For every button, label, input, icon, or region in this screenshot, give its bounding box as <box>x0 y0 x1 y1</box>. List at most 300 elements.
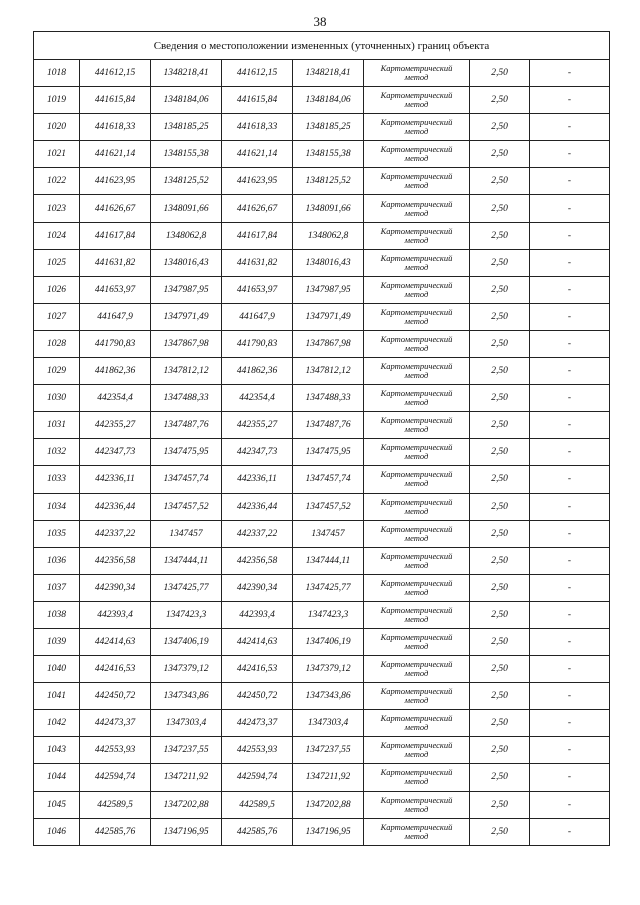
method-line1: Картометрический <box>380 496 453 507</box>
x-coordinate-new-cell: 442336,44 <box>222 493 293 520</box>
method-cell <box>364 466 470 493</box>
y-coordinate-existing-cell: 1348091,66 <box>151 195 222 222</box>
x-coordinate-existing-cell: 442356,58 <box>80 547 151 574</box>
method-line2: метод <box>404 668 429 679</box>
method-line2: метод <box>404 803 429 814</box>
description-cell: - <box>530 520 610 547</box>
x-coordinate-new-cell: 442473,37 <box>222 710 293 737</box>
accuracy-cell: 2,50 <box>470 683 530 710</box>
method-cell <box>364 710 470 737</box>
x-coordinate-existing-cell: 442585,76 <box>80 818 151 845</box>
x-coordinate-new-cell: 441862,36 <box>222 358 293 385</box>
method-cell <box>364 439 470 466</box>
method-cell <box>364 412 470 439</box>
point-number-cell: 1042 <box>34 710 80 737</box>
table-row <box>34 818 610 845</box>
description-cell: - <box>530 141 610 168</box>
y-coordinate-new-cell: 1348185,25 <box>293 114 364 141</box>
table-row <box>34 358 610 385</box>
x-coordinate-existing-cell: 442594,74 <box>80 764 151 791</box>
method-line2: метод <box>404 207 429 218</box>
y-coordinate-existing-cell: 1347444,11 <box>151 547 222 574</box>
y-coordinate-new-cell: 1348091,66 <box>293 195 364 222</box>
method-cell <box>364 141 470 168</box>
table-row <box>34 466 610 493</box>
boundary-coordinates-table <box>33 31 610 846</box>
method-line2: метод <box>404 315 429 326</box>
description-cell: - <box>530 412 610 439</box>
point-number-cell: 1027 <box>34 303 80 330</box>
x-coordinate-existing-cell: 442347,73 <box>80 439 151 466</box>
method-line1: Картометрический <box>380 415 453 426</box>
x-coordinate-existing-cell: 442473,37 <box>80 710 151 737</box>
description-cell: - <box>530 493 610 520</box>
x-coordinate-new-cell: 441617,84 <box>222 222 293 249</box>
method-line1: Картометрический <box>380 577 453 588</box>
table-row <box>34 628 610 655</box>
method-cell <box>364 330 470 357</box>
description-cell: - <box>530 114 610 141</box>
x-coordinate-existing-cell: 442414,63 <box>80 628 151 655</box>
x-coordinate-existing-cell: 442354,4 <box>80 385 151 412</box>
description-cell: - <box>530 60 610 87</box>
method-line2: метод <box>404 99 429 110</box>
description-cell: - <box>530 628 610 655</box>
table-row <box>34 656 610 683</box>
x-coordinate-existing-cell: 441653,97 <box>80 276 151 303</box>
y-coordinate-existing-cell: 1347425,77 <box>151 574 222 601</box>
accuracy-cell: 2,50 <box>470 195 530 222</box>
table-row <box>34 439 610 466</box>
y-coordinate-existing-cell: 1348184,06 <box>151 87 222 114</box>
accuracy-cell: 2,50 <box>470 385 530 412</box>
method-line2: метод <box>404 342 429 353</box>
y-coordinate-new-cell: 1347202,88 <box>293 791 364 818</box>
table-row <box>34 87 610 114</box>
point-number-cell: 1040 <box>34 656 80 683</box>
accuracy-cell: 2,50 <box>470 737 530 764</box>
x-coordinate-new-cell: 442414,63 <box>222 628 293 655</box>
method-line2: метод <box>404 72 429 83</box>
method-line2: метод <box>404 261 429 272</box>
x-coordinate-new-cell: 441631,82 <box>222 249 293 276</box>
y-coordinate-new-cell: 1347475,95 <box>293 439 364 466</box>
y-coordinate-new-cell: 1347488,33 <box>293 385 364 412</box>
y-coordinate-new-cell: 1347406,19 <box>293 628 364 655</box>
method-line1: Картометрический <box>380 90 453 101</box>
point-number-cell: 1030 <box>34 385 80 412</box>
method-line2: метод <box>404 180 429 191</box>
y-coordinate-existing-cell: 1347423,3 <box>151 601 222 628</box>
method-cell <box>364 574 470 601</box>
method-line1: Картометрический <box>380 388 453 399</box>
description-cell: - <box>530 791 610 818</box>
y-coordinate-existing-cell: 1347971,49 <box>151 303 222 330</box>
table-row <box>34 412 610 439</box>
accuracy-cell: 2,50 <box>470 412 530 439</box>
method-line2: метод <box>404 424 429 435</box>
point-number-cell: 1022 <box>34 168 80 195</box>
x-coordinate-existing-cell: 441623,95 <box>80 168 151 195</box>
accuracy-cell: 2,50 <box>470 330 530 357</box>
x-coordinate-new-cell: 441623,95 <box>222 168 293 195</box>
accuracy-cell: 2,50 <box>470 249 530 276</box>
description-cell: - <box>530 303 610 330</box>
method-line1: Картометрический <box>380 767 453 778</box>
point-number-cell: 1044 <box>34 764 80 791</box>
x-coordinate-new-cell: 442336,11 <box>222 466 293 493</box>
method-line2: метод <box>404 695 429 706</box>
y-coordinate-existing-cell: 1347303,4 <box>151 710 222 737</box>
x-coordinate-new-cell: 441612,15 <box>222 60 293 87</box>
method-line2: метод <box>404 153 429 164</box>
point-number-cell: 1024 <box>34 222 80 249</box>
accuracy-cell: 2,50 <box>470 222 530 249</box>
accuracy-cell: 2,50 <box>470 276 530 303</box>
method-line1: Картометрический <box>380 279 453 290</box>
point-number-cell: 1046 <box>34 818 80 845</box>
x-coordinate-existing-cell: 442336,44 <box>80 493 151 520</box>
x-coordinate-existing-cell: 441626,67 <box>80 195 151 222</box>
point-number-cell: 1035 <box>34 520 80 547</box>
accuracy-cell: 2,50 <box>470 520 530 547</box>
x-coordinate-existing-cell: 441621,14 <box>80 141 151 168</box>
y-coordinate-new-cell: 1348155,38 <box>293 141 364 168</box>
x-coordinate-existing-cell: 441631,82 <box>80 249 151 276</box>
accuracy-cell: 2,50 <box>470 601 530 628</box>
point-number-cell: 1031 <box>34 412 80 439</box>
method-line1: Картометрический <box>380 306 453 317</box>
method-line2: метод <box>404 478 429 489</box>
y-coordinate-existing-cell: 1347211,92 <box>151 764 222 791</box>
y-coordinate-new-cell: 1347343,86 <box>293 683 364 710</box>
method-line2: метод <box>404 830 429 841</box>
x-coordinate-new-cell: 441626,67 <box>222 195 293 222</box>
method-cell <box>364 520 470 547</box>
method-line2: метод <box>404 234 429 245</box>
method-cell <box>364 87 470 114</box>
x-coordinate-new-cell: 441653,97 <box>222 276 293 303</box>
point-number-cell: 1021 <box>34 141 80 168</box>
table-row <box>34 330 610 357</box>
point-number-cell: 1028 <box>34 330 80 357</box>
method-line2: метод <box>404 451 429 462</box>
y-coordinate-existing-cell: 1348016,43 <box>151 249 222 276</box>
y-coordinate-existing-cell: 1348062,8 <box>151 222 222 249</box>
method-cell <box>364 276 470 303</box>
method-cell <box>364 493 470 520</box>
table-row <box>34 249 610 276</box>
point-number-cell: 1045 <box>34 791 80 818</box>
x-coordinate-existing-cell: 442589,5 <box>80 791 151 818</box>
y-coordinate-existing-cell: 1347343,86 <box>151 683 222 710</box>
method-line2: метод <box>404 532 429 543</box>
point-number-cell: 1023 <box>34 195 80 222</box>
method-line1: Картометрический <box>380 144 453 155</box>
y-coordinate-new-cell: 1347379,12 <box>293 656 364 683</box>
description-cell: - <box>530 195 610 222</box>
point-number-cell: 1033 <box>34 466 80 493</box>
y-coordinate-new-cell: 1347867,98 <box>293 330 364 357</box>
method-line1: Картометрический <box>380 659 453 670</box>
method-line2: метод <box>404 641 429 652</box>
page-number: 38 <box>313 14 327 29</box>
y-coordinate-existing-cell: 1348185,25 <box>151 114 222 141</box>
accuracy-cell: 2,50 <box>470 303 530 330</box>
accuracy-cell: 2,50 <box>470 358 530 385</box>
x-coordinate-new-cell: 441621,14 <box>222 141 293 168</box>
x-coordinate-new-cell: 442416,53 <box>222 656 293 683</box>
method-line2: метод <box>404 288 429 299</box>
description-cell: - <box>530 466 610 493</box>
method-line2: метод <box>404 613 429 624</box>
description-cell: - <box>530 249 610 276</box>
accuracy-cell: 2,50 <box>470 114 530 141</box>
table-row <box>34 574 610 601</box>
x-coordinate-new-cell: 442393,4 <box>222 601 293 628</box>
table-row <box>34 683 610 710</box>
y-coordinate-existing-cell: 1348155,38 <box>151 141 222 168</box>
method-line1: Картометрический <box>380 523 453 534</box>
accuracy-cell: 2,50 <box>470 87 530 114</box>
y-coordinate-existing-cell: 1347457,74 <box>151 466 222 493</box>
method-cell <box>364 547 470 574</box>
accuracy-cell: 2,50 <box>470 60 530 87</box>
method-cell <box>364 791 470 818</box>
y-coordinate-existing-cell: 1347867,98 <box>151 330 222 357</box>
y-coordinate-existing-cell: 1347812,12 <box>151 358 222 385</box>
method-line1: Картометрический <box>380 604 453 615</box>
description-cell: - <box>530 683 610 710</box>
table-row <box>34 764 610 791</box>
x-coordinate-existing-cell: 442390,34 <box>80 574 151 601</box>
y-coordinate-new-cell: 1347303,4 <box>293 710 364 737</box>
point-number-cell: 1038 <box>34 601 80 628</box>
x-coordinate-existing-cell: 442416,53 <box>80 656 151 683</box>
method-cell <box>364 168 470 195</box>
table-row <box>34 222 610 249</box>
x-coordinate-new-cell: 442354,4 <box>222 385 293 412</box>
y-coordinate-existing-cell: 1348218,41 <box>151 60 222 87</box>
y-coordinate-new-cell: 1347457,74 <box>293 466 364 493</box>
x-coordinate-existing-cell: 441618,33 <box>80 114 151 141</box>
y-coordinate-existing-cell: 1347488,33 <box>151 385 222 412</box>
method-line1: Картометрический <box>380 361 453 372</box>
x-coordinate-new-cell: 441615,84 <box>222 87 293 114</box>
point-number-cell: 1036 <box>34 547 80 574</box>
y-coordinate-existing-cell: 1347457 <box>151 520 222 547</box>
description-cell: - <box>530 385 610 412</box>
method-line1: Картометрический <box>380 794 453 805</box>
x-coordinate-existing-cell: 441790,83 <box>80 330 151 357</box>
method-line1: Картометрический <box>380 117 453 128</box>
accuracy-cell: 2,50 <box>470 656 530 683</box>
point-number-cell: 1029 <box>34 358 80 385</box>
x-coordinate-new-cell: 442594,74 <box>222 764 293 791</box>
x-coordinate-new-cell: 442450,72 <box>222 683 293 710</box>
method-line1: Картометрический <box>380 225 453 236</box>
accuracy-cell: 2,50 <box>470 141 530 168</box>
point-number-cell: 1026 <box>34 276 80 303</box>
x-coordinate-new-cell: 442585,76 <box>222 818 293 845</box>
y-coordinate-existing-cell: 1347202,88 <box>151 791 222 818</box>
table-row <box>34 601 610 628</box>
description-cell: - <box>530 168 610 195</box>
y-coordinate-new-cell: 1348016,43 <box>293 249 364 276</box>
y-coordinate-existing-cell: 1347237,55 <box>151 737 222 764</box>
x-coordinate-existing-cell: 441647,9 <box>80 303 151 330</box>
description-cell: - <box>530 439 610 466</box>
method-cell <box>364 737 470 764</box>
y-coordinate-new-cell: 1347196,95 <box>293 818 364 845</box>
y-coordinate-new-cell: 1348125,52 <box>293 168 364 195</box>
description-cell: - <box>530 710 610 737</box>
point-number-cell: 1034 <box>34 493 80 520</box>
accuracy-cell: 2,50 <box>470 818 530 845</box>
accuracy-cell: 2,50 <box>470 466 530 493</box>
y-coordinate-existing-cell: 1347987,95 <box>151 276 222 303</box>
y-coordinate-new-cell: 1347425,77 <box>293 574 364 601</box>
description-cell: - <box>530 358 610 385</box>
y-coordinate-new-cell: 1348184,06 <box>293 87 364 114</box>
point-number-cell: 1041 <box>34 683 80 710</box>
method-line2: метод <box>404 397 429 408</box>
table-row <box>34 60 610 87</box>
method-line1: Картометрический <box>380 550 453 561</box>
method-line1: Картометрический <box>380 469 453 480</box>
table-row <box>34 385 610 412</box>
x-coordinate-existing-cell: 442336,11 <box>80 466 151 493</box>
x-coordinate-new-cell: 442390,34 <box>222 574 293 601</box>
description-cell: - <box>530 222 610 249</box>
y-coordinate-new-cell: 1347812,12 <box>293 358 364 385</box>
accuracy-cell: 2,50 <box>470 547 530 574</box>
x-coordinate-new-cell: 442347,73 <box>222 439 293 466</box>
method-cell <box>364 764 470 791</box>
method-line1: Картометрический <box>380 333 453 344</box>
y-coordinate-existing-cell: 1347487,76 <box>151 412 222 439</box>
table-row <box>34 791 610 818</box>
table-row <box>34 710 610 737</box>
method-cell <box>364 249 470 276</box>
table-title-row <box>34 32 610 60</box>
method-line2: метод <box>404 370 429 381</box>
x-coordinate-existing-cell: 441615,84 <box>80 87 151 114</box>
x-coordinate-new-cell: 442589,5 <box>222 791 293 818</box>
method-cell <box>364 683 470 710</box>
y-coordinate-new-cell: 1347487,76 <box>293 412 364 439</box>
x-coordinate-new-cell: 441618,33 <box>222 114 293 141</box>
y-coordinate-new-cell: 1347457,52 <box>293 493 364 520</box>
x-coordinate-existing-cell: 442393,4 <box>80 601 151 628</box>
table-row <box>34 303 610 330</box>
description-cell: - <box>530 547 610 574</box>
accuracy-cell: 2,50 <box>470 439 530 466</box>
description-cell: - <box>530 574 610 601</box>
description-cell: - <box>530 276 610 303</box>
x-coordinate-existing-cell: 442337,22 <box>80 520 151 547</box>
x-coordinate-new-cell: 441790,83 <box>222 330 293 357</box>
y-coordinate-new-cell: 1348062,8 <box>293 222 364 249</box>
method-cell <box>364 222 470 249</box>
y-coordinate-existing-cell: 1347457,52 <box>151 493 222 520</box>
y-coordinate-existing-cell: 1348125,52 <box>151 168 222 195</box>
method-cell <box>364 60 470 87</box>
y-coordinate-new-cell: 1347987,95 <box>293 276 364 303</box>
x-coordinate-existing-cell: 441617,84 <box>80 222 151 249</box>
y-coordinate-new-cell: 1347971,49 <box>293 303 364 330</box>
x-coordinate-new-cell: 442337,22 <box>222 520 293 547</box>
table-row <box>34 520 610 547</box>
x-coordinate-existing-cell: 441862,36 <box>80 358 151 385</box>
method-line1: Картометрический <box>380 713 453 724</box>
accuracy-cell: 2,50 <box>470 764 530 791</box>
accuracy-cell: 2,50 <box>470 168 530 195</box>
y-coordinate-new-cell: 1347457 <box>293 520 364 547</box>
point-number-cell: 1037 <box>34 574 80 601</box>
point-number-cell: 1039 <box>34 628 80 655</box>
x-coordinate-existing-cell: 442553,93 <box>80 737 151 764</box>
table-body <box>34 32 610 846</box>
description-cell: - <box>530 330 610 357</box>
method-line2: метод <box>404 586 429 597</box>
method-line1: Картометрический <box>380 821 453 832</box>
description-cell: - <box>530 601 610 628</box>
table-row <box>34 114 610 141</box>
accuracy-cell: 2,50 <box>470 574 530 601</box>
x-coordinate-existing-cell: 442450,72 <box>80 683 151 710</box>
method-line2: метод <box>404 722 429 733</box>
description-cell: - <box>530 818 610 845</box>
method-line2: метод <box>404 559 429 570</box>
method-line2: метод <box>404 749 429 760</box>
y-coordinate-existing-cell: 1347475,95 <box>151 439 222 466</box>
table-row <box>34 141 610 168</box>
description-cell: - <box>530 737 610 764</box>
method-line2: метод <box>404 505 429 516</box>
accuracy-cell: 2,50 <box>470 628 530 655</box>
x-coordinate-new-cell: 442355,27 <box>222 412 293 439</box>
point-number-cell: 1025 <box>34 249 80 276</box>
table-row <box>34 195 610 222</box>
x-coordinate-new-cell: 441647,9 <box>222 303 293 330</box>
table-row <box>34 493 610 520</box>
point-number-cell: 1032 <box>34 439 80 466</box>
x-coordinate-existing-cell: 442355,27 <box>80 412 151 439</box>
method-line1: Картометрический <box>380 686 453 697</box>
description-cell: - <box>530 87 610 114</box>
x-coordinate-new-cell: 442356,58 <box>222 547 293 574</box>
y-coordinate-existing-cell: 1347406,19 <box>151 628 222 655</box>
accuracy-cell: 2,50 <box>470 493 530 520</box>
method-cell <box>364 656 470 683</box>
method-line1: Картометрический <box>380 252 453 263</box>
table-row <box>34 547 610 574</box>
point-number-cell: 1043 <box>34 737 80 764</box>
method-line1: Картометрический <box>380 740 453 751</box>
y-coordinate-new-cell: 1347237,55 <box>293 737 364 764</box>
method-line2: метод <box>404 126 429 137</box>
x-coordinate-existing-cell: 441612,15 <box>80 60 151 87</box>
method-line2: метод <box>404 776 429 787</box>
method-line1: Картометрический <box>380 198 453 209</box>
y-coordinate-new-cell: 1347423,3 <box>293 601 364 628</box>
method-cell <box>364 114 470 141</box>
method-cell <box>364 358 470 385</box>
table-row <box>34 737 610 764</box>
point-number-cell: 1018 <box>34 60 80 87</box>
method-line1: Картометрический <box>380 632 453 643</box>
